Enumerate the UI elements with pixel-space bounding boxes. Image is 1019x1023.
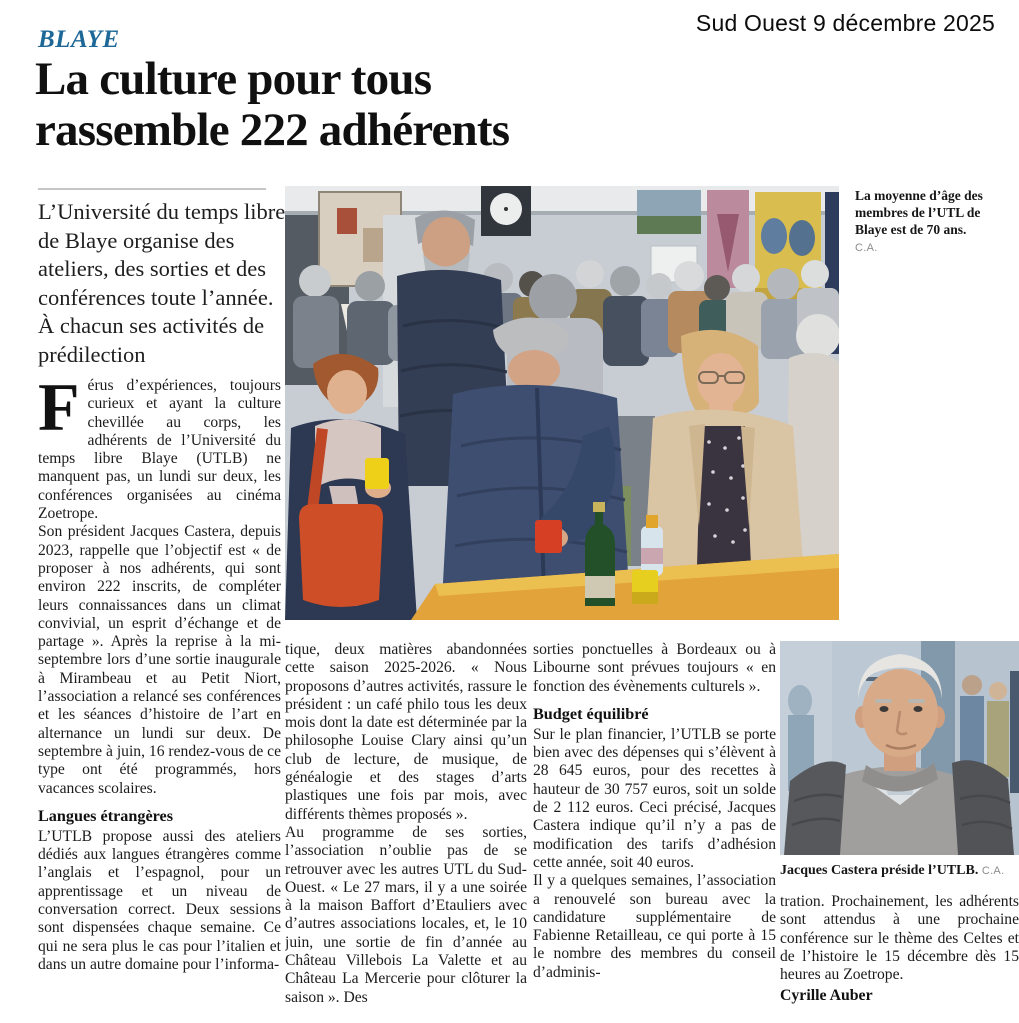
paragraph-text: érus d’expériences, toujours curieux et ayant la culture chevillée au corps, les adhérents de l’Université du temps libre Blaye (UTLB) ne manquent pas, un lundi sur deux, les conférences organisées au cinéma Zoetrope. xyxy=(38,377,281,523)
article-paragraph: tration. Prochainement, les adhérents sont attendus à une prochaine conférence sur le thème des Celtes et de l’histoire le 15 décembre dès 15 heures au Zoetrope. xyxy=(780,893,1019,984)
standfirst-rule xyxy=(38,188,266,190)
article-paragraph: Son président Jacques Castera, depuis 2023, rappelle que l’objectif est « de proposer à nos adhérents, qui sont environ 222 inscrits, de compléter leurs connaissances dans un climat convivial, un esprit d’échange et de partage ». Après la reprise à la mi-septembre lors d’une sortie inaugurale à Mirambeau et au Petit Niort, l’association a relancé ses conférences et les séances d’histoire de l’art en alternance un lundi sur deux. De septembre à juin, 16 rendez-vous de ce type ont été programmés, hors vacances scolaires. xyxy=(38,523,281,797)
caption-text: La moyenne d’âge des membres de l’UTL de Blaye est de 70 ans. xyxy=(855,188,983,237)
standfirst: L’Université du temps libre de Blaye organise des ateliers, des sorties et des conférences toute l’année. À chacun ses activités de prédilection xyxy=(38,199,286,367)
article-column-2 xyxy=(285,641,527,1023)
article-column-1 xyxy=(38,377,281,1023)
byline: Cyrille Auber xyxy=(780,987,873,1005)
portrait-illustration xyxy=(780,641,1019,855)
article-paragraph: Sur le plan financier, l’UTLB se porte bien avec des dépenses qui s’élèvent à 28 645 euros, pour des recettes à hauteur de 30 757 euros, soit un solde de 2 112 euros. Ceci précisé, Jacques Castera indique qu’il n’y a pas de modification des tarifs d’adhésion cette année, soit 40 euros. xyxy=(533,725,776,871)
portrait-photo xyxy=(780,641,1019,855)
photo-credit: C.A. xyxy=(981,865,1005,877)
crowd-photo xyxy=(285,186,839,620)
photo-credit: C.A. xyxy=(855,242,878,254)
article-paragraph: Au programme de ses sorties, l’association n’oublie pas de se retrouver avec les autres UTL du Sud-Ouest. « Le 27 mars, il y a une soirée à la maison Baffort d’Etauliers avec d’autres associations locales, et, le 10 juin, une sortie de fin d’année au Château Villebois La Valette et au Château La Mercerie pour clôturer la saison ». Des xyxy=(285,823,527,1006)
headline xyxy=(35,54,509,156)
article-column-4 xyxy=(780,641,1019,1023)
article-paragraph: L’UTLB propose aussi des ateliers dédiés aux langues étrangères comme l’anglais et l’espagnol, pour un apprentissage et un niveau de conversation correct. Deux sessions sont dispensées chaque semaine. Ce qui ne sera plus le cas pour l’italien et dans un autre domaine pour l’informa- xyxy=(38,827,281,973)
subhead-langues-etrangeres: Langues étrangères xyxy=(38,806,174,825)
headline-line-1: La culture pour tous xyxy=(35,53,432,105)
article-column-3 xyxy=(533,641,776,1023)
drop-cap: F xyxy=(38,377,80,445)
article-paragraph xyxy=(38,377,281,523)
caption-text: Jacques Castera préside l’UTLB. xyxy=(780,863,979,878)
main-photo-caption xyxy=(855,187,987,257)
subhead-budget-equilibre: Budget équilibré xyxy=(533,704,649,723)
article-paragraph: sorties ponctuelles à Bordeaux ou à Libourne sont prévues toujours « en fonction des évènements culturels ». xyxy=(533,641,776,695)
portrait-photo-caption xyxy=(780,862,1019,880)
headline-line-2: rassemble 222 adhérents xyxy=(35,104,510,156)
crowd-photo-illustration xyxy=(285,186,839,620)
section-kicker: BLAYE xyxy=(38,26,120,53)
article-paragraph: tique, deux matières abandonnées cette saison 2025-2026. « Nous proposons d’autres activités, rassure le président : un café philo tous les deux mois dont la date est déterminée par la philosophe Louise Clary ainsi qu’un club de lecture, de musique, de généalogie et des stages d’arts plastiques une fois par mois, avec différents thèmes proposés ». xyxy=(285,641,527,823)
publication-dateline: Sud Ouest 9 décembre 2025 xyxy=(695,10,995,36)
article-paragraph: Il y a quelques semaines, l’association a renouvelé son bureau avec la candidature supplémentaire de Fabienne Retailleau, ce qui porte à 15 le nombre des membres du conseil d’adminis- xyxy=(533,872,776,981)
